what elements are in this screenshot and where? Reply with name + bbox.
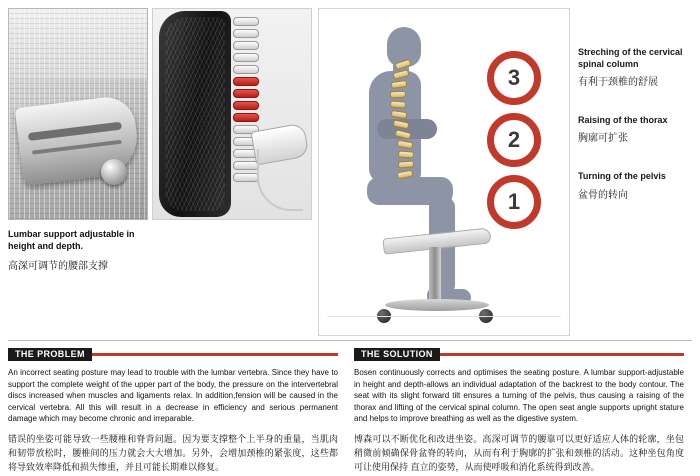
benefit-label-cn: 有利于颈椎的舒展	[578, 77, 658, 89]
benefit-label-en: Raising of the thorax	[578, 115, 668, 126]
benefit-item-thorax	[578, 114, 694, 144]
gear-number: 1	[507, 189, 521, 214]
benefit-label-cn: 盆骨的转向	[578, 189, 628, 201]
seated-posture-illustration	[318, 8, 570, 336]
section-title: THE SOLUTION	[354, 348, 440, 361]
adjustment-knob-icon	[101, 159, 127, 185]
gear-badge-1	[487, 175, 541, 229]
section-body-en: An incorrect seating posture may lead to trouble with the lumbar vertebra. Since they have to support the complete weight of the upper part of the body, the pressure on the intervertebral discs increased when muscles and ligaments relax. In addition,fension will be caused in the cervical vertebra. All this will result in a decrease in efficiency and serious permanent damage which may become chronic and irreparable.	[8, 368, 338, 424]
lumbar-mechanism-photo	[8, 8, 148, 220]
chair-gas-column	[429, 247, 441, 303]
figure-spine-curve	[383, 61, 417, 187]
lumbar-caption-en: Lumbar support adjustable in height and depth.	[8, 229, 135, 252]
chair-backrest	[159, 11, 231, 217]
human-figure	[343, 27, 473, 317]
benefit-label-en: Turning of the pelvis	[578, 171, 666, 182]
section-rule	[440, 353, 684, 356]
section-problem	[8, 348, 338, 475]
section-solution	[354, 348, 684, 475]
floor-line	[327, 316, 561, 317]
benefit-label-en: Streching of the cervical spinal column	[578, 47, 683, 70]
section-header	[8, 348, 338, 361]
backrest-spine-diagram	[152, 8, 312, 220]
gear-badge-3	[487, 51, 541, 105]
section-rule	[92, 353, 338, 356]
section-divider	[8, 340, 692, 341]
section-title: THE PROBLEM	[8, 348, 92, 361]
section-body-cn: 错误的坐姿可能导致一些腰椎和脊背问题。因为要支撑整个上半身的重量，当肌肉和韧带放松时，腰椎间的压力就会大大增加。另外，会增加颈椎的紧张度，这些都将导致效率降低和损失惨重，并且可能长期难以修复。	[8, 433, 338, 472]
mesh-weave-texture	[165, 17, 225, 211]
benefit-label-cn: 胸廓可扩张	[578, 133, 628, 145]
gear-number: 3	[507, 65, 521, 90]
benefit-item-cervical	[578, 46, 694, 88]
section-body-cn: 博森可以不断优化和改进坐姿。高深可调节的腰靠可以更好适应人体的轮廓，坐包稍微前倾确保骨盆脊的转向，从而有利于胸廓的扩张和颈椎的活动。这种坐包角度可让使用保持 直立的姿势，从而使呼吸和消化系统得到改善。	[354, 433, 684, 472]
benefit-label-list	[578, 46, 694, 227]
benefit-item-pelvis	[578, 170, 694, 200]
lumbar-caption	[8, 228, 158, 272]
lumbar-caption-cn: 高深可调节的腰部支撑	[8, 261, 108, 273]
gear-badge-2	[487, 113, 541, 167]
chair-base	[385, 299, 489, 311]
section-body-en: Bosen continuously corrects and optimises the seating posture. A lumbar support-adjustable in height and depth-allows an individual adaptation of the backrest to the body contour. The seat with its slight forward tilt ensures a turning of the pelvis, thus causing a raising of the thorax and lifting of the cervical spinal column. The open seat angle supports upright stature and helps to improve breathing as well as the digestive system.	[354, 368, 684, 424]
section-header	[354, 348, 684, 361]
gear-number: 2	[507, 127, 521, 152]
